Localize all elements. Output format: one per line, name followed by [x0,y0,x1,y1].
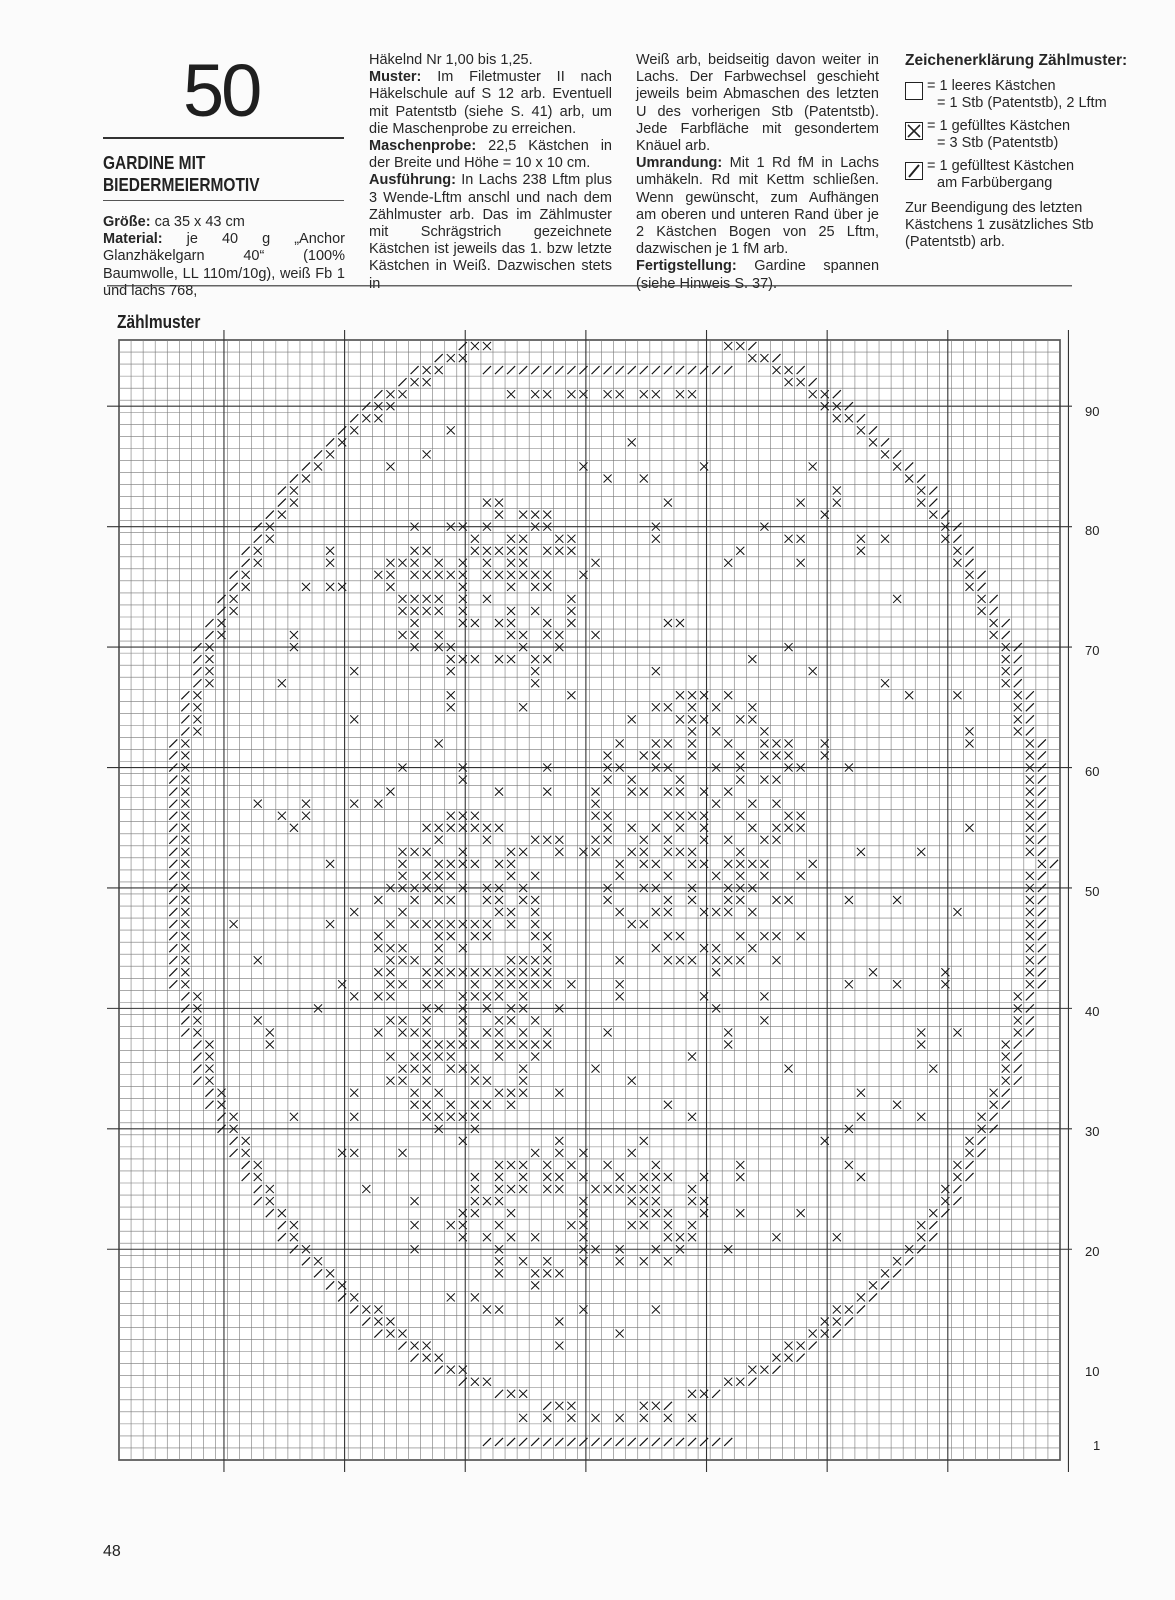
legend-empty-line2: = 1 Stb (Patentstb), 2 Lftm [937,95,1107,111]
pattern-number: 50 [183,49,260,132]
row-label-70: 70 [1085,643,1100,658]
size-label: Größe: [103,214,151,230]
title-line-1: GARDINE MIT [103,153,206,173]
continuation-text: Weiß arb, beidseitig davon weiter in Lachs. Der Farbwechsel geschieht jeweils beim Abmaschen des letzten U des vorherigen Stb (Patentstb). Jede Farbfläche mit gesondertem Knäuel arb. [636,52,879,155]
execution-text: In Lachs 238 Lftm plus 3 Wende-Lftm anschl und nach dem Zählmuster arb. Das im Zählmuster mit Schrägstrich gezeichnete Kästchen ist jeweils das 1. bzw letzte Kästchen in Weiß. Dazwischen stets in [369,172,612,292]
gauge-label: Maschenprobe: [369,138,477,155]
row-label-40: 40 [1085,1004,1100,1019]
legend-filled-line2: = 3 Stb (Patentstb) [937,135,1059,151]
gauge-text: 22,5 Kästchen in der Breite und Höhe = 10 x 10 cm. [369,138,612,172]
legend-note: Zur Beendigung des letzten Kästchens 1 zusätzliches Stb (Patentstb) arb. [905,200,1094,250]
edge-label: Umrandung: [636,155,723,172]
pattern-text: Im Filetmuster II nach Häkelschule auf S 12 arb. Eventuell mit Patentstb (siehe S. 41) arb, um die Maschenprobe zu erreichen. [369,69,612,137]
pattern-label: Muster: [369,69,422,86]
material-text: je 40 g „Anchor Glanzhäkelgarn 40“ (100% Baumwolle, LL 110m/10g), weiß Fb 1 und lachs 768, [103,231,345,299]
size-text: ca 35 x 43 cm [154,214,245,230]
legend-filled-line1: = 1 gefülltes Kästchen [927,118,1071,134]
finish-text: Gardine spannen (siehe Hinweis S. 37). [636,258,880,292]
row-label-1: 1 [1093,1438,1101,1453]
row-label-30: 30 [1085,1124,1100,1139]
row-label-80: 80 [1085,523,1100,538]
legend-transition-line2: am Farbübergang [937,175,1053,191]
legend-heading: Zeichenerklärung Zählmuster: [905,52,1128,69]
legend-transition-line1: = 1 gefülltest Kästchen [927,158,1075,174]
finish-label: Fertigstellung: [636,258,737,275]
edge-text: Mit 1 Rd fM in Lachs umhäkeln. Rd mit Kettm schließen. Wenn gewünscht, zum Aufhängen am oberen und unteren Rand über je 2 Kästchen Bogen von 25 Lftm, dazwischen je 1 fM arb. [636,155,879,258]
material-label: Material: [103,231,163,248]
row-label-50: 50 [1085,884,1100,899]
hook-text: Häkelnd Nr 1,00 bis 1,25. [369,52,533,68]
row-label-60: 60 [1085,764,1100,779]
execution-label: Ausführung: [369,172,456,189]
legend-empty-line1: = 1 leeres Kästchen [927,78,1056,94]
row-label-90: 90 [1085,404,1100,419]
row-label-20: 20 [1085,1244,1100,1259]
row-label-10: 10 [1085,1364,1100,1379]
page-number: 48 [103,1543,121,1560]
chart-title: Zählmuster [117,312,201,332]
title-line-2: BIEDERMEIERMOTIV [103,175,260,195]
